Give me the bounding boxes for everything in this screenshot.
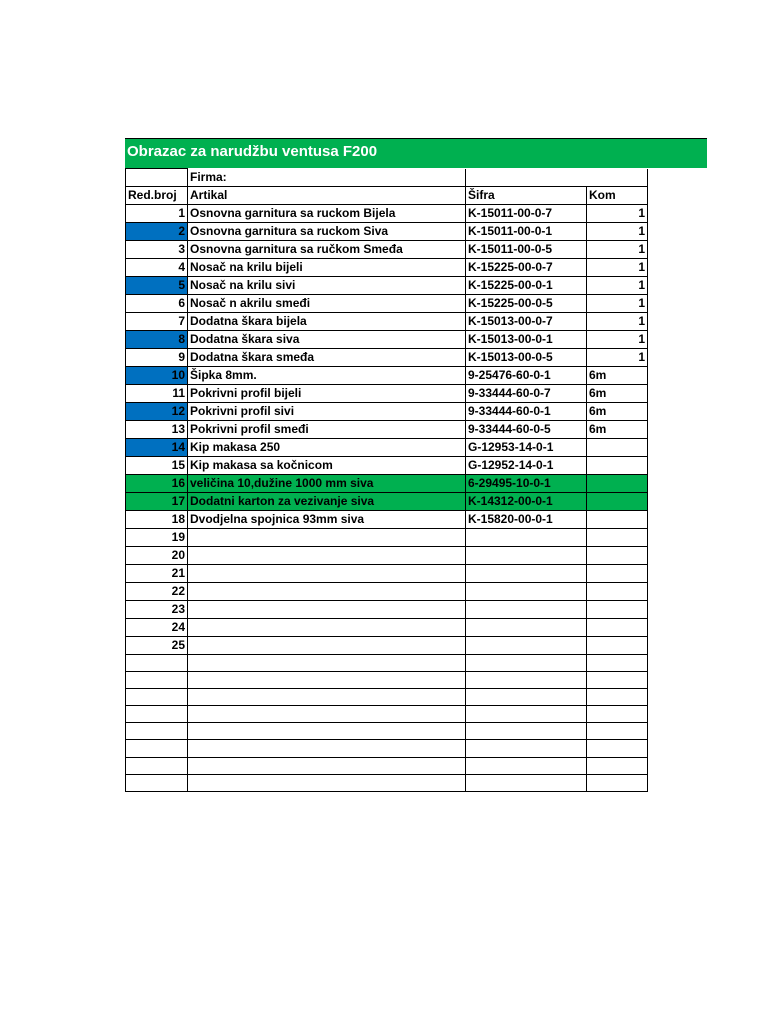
row-sifra[interactable] — [466, 723, 587, 740]
row-kom[interactable] — [587, 582, 648, 600]
table-row — [126, 330, 648, 348]
row-kom[interactable]: 1 — [587, 222, 648, 240]
row-sifra[interactable]: K-15013-00-0-1 — [466, 330, 587, 348]
row-sifra[interactable] — [466, 654, 587, 671]
row-artikal[interactable]: Pokrivni profil sivi — [188, 402, 466, 420]
row-number[interactable]: 17 — [126, 492, 188, 510]
row-number[interactable]: 22 — [126, 582, 188, 600]
row-kom[interactable] — [587, 774, 648, 791]
row-number[interactable]: 16 — [126, 474, 188, 492]
row-artikal[interactable]: Osnovna garnitura sa ruckom Bijela — [188, 204, 466, 222]
table-row — [126, 240, 648, 258]
row-artikal[interactable]: Osnovna garnitura sa ruckom Siva — [188, 222, 466, 240]
document-title: Obrazac za narudžbu ventusa F200 — [127, 143, 378, 160]
row-sifra[interactable]: K-15013-00-0-5 — [466, 348, 587, 366]
table-row — [126, 384, 648, 402]
row-artikal[interactable]: Dodatna škara siva — [188, 330, 466, 348]
row-artikal[interactable]: Nosač na krilu bijeli — [188, 258, 466, 276]
row-sifra[interactable]: 9-33444-60-0-5 — [466, 420, 587, 438]
row-sifra[interactable] — [466, 546, 587, 564]
row-sifra[interactable]: K-15011-00-0-1 — [466, 222, 587, 240]
firma-value-cell[interactable] — [466, 169, 587, 187]
row-kom[interactable] — [587, 564, 648, 582]
table-row — [126, 294, 648, 312]
table-row — [126, 204, 648, 222]
row-kom[interactable] — [587, 671, 648, 688]
table-row — [126, 402, 648, 420]
table-row — [126, 546, 648, 564]
row-artikal[interactable] — [188, 723, 466, 740]
table-row — [126, 706, 648, 723]
row-number[interactable]: 23 — [126, 600, 188, 618]
row-number[interactable]: 4 — [126, 258, 188, 276]
row-number[interactable]: 20 — [126, 546, 188, 564]
row-artikal[interactable] — [188, 546, 466, 564]
row-kom[interactable]: 1 — [587, 204, 648, 222]
row-kom[interactable] — [587, 618, 648, 636]
row-number[interactable]: 1 — [126, 204, 188, 222]
row-sifra[interactable] — [466, 528, 587, 546]
row-sifra[interactable]: G-12953-14-0-1 — [466, 438, 587, 456]
table-row — [126, 348, 648, 366]
row-sifra[interactable] — [466, 618, 587, 636]
row-kom[interactable] — [587, 600, 648, 618]
row-kom[interactable] — [587, 688, 648, 705]
row-kom[interactable]: 1 — [587, 312, 648, 330]
row-artikal[interactable]: Dodatna škara smeđa — [188, 348, 466, 366]
row-number[interactable]: 9 — [126, 348, 188, 366]
row-sifra[interactable]: K-15225-00-0-7 — [466, 258, 587, 276]
row-number[interactable]: 25 — [126, 636, 188, 654]
row-artikal[interactable] — [188, 564, 466, 582]
row-kom[interactable]: 6m — [587, 402, 648, 420]
header-artikal: Artikal — [188, 186, 466, 204]
row-number[interactable]: 2 — [126, 222, 188, 240]
header-sifra: Šifra — [466, 186, 587, 204]
row-kom[interactable] — [587, 528, 648, 546]
row-artikal[interactable] — [188, 671, 466, 688]
row-sifra[interactable]: K-15820-00-0-1 — [466, 510, 587, 528]
table-row — [126, 492, 648, 510]
row-kom[interactable]: 1 — [587, 240, 648, 258]
table-row — [126, 600, 648, 618]
table-row — [126, 312, 648, 330]
row-kom[interactable]: 6m — [587, 366, 648, 384]
header-kom: Kom — [587, 186, 648, 204]
row-kom[interactable] — [587, 438, 648, 456]
row-artikal[interactable] — [188, 774, 466, 791]
row-sifra[interactable] — [466, 600, 587, 618]
table-row — [126, 618, 648, 636]
table-row — [126, 654, 648, 671]
row-kom[interactable] — [587, 456, 648, 474]
table-row — [126, 276, 648, 294]
row-sifra[interactable] — [466, 636, 587, 654]
header-redbroj: Red.broj — [126, 186, 188, 204]
table-row — [126, 258, 648, 276]
row-kom[interactable] — [587, 510, 648, 528]
row-number[interactable]: 11 — [126, 384, 188, 402]
row-sifra[interactable] — [466, 688, 587, 705]
row-artikal[interactable] — [188, 528, 466, 546]
row-number[interactable]: 3 — [126, 240, 188, 258]
row-number[interactable] — [126, 757, 188, 774]
table-row — [126, 510, 648, 528]
row-sifra[interactable] — [466, 774, 587, 791]
table-row — [126, 528, 648, 546]
row-number[interactable]: 21 — [126, 564, 188, 582]
row-number[interactable]: 8 — [126, 330, 188, 348]
row-kom[interactable] — [587, 740, 648, 757]
row-artikal[interactable] — [188, 757, 466, 774]
row-artikal[interactable]: Dvodjelna spojnica 93mm siva — [188, 510, 466, 528]
row-artikal[interactable] — [188, 740, 466, 757]
order-form-table — [125, 168, 648, 792]
row-artikal[interactable] — [188, 654, 466, 671]
row-artikal[interactable]: Nosač n akrilu smeđi — [188, 294, 466, 312]
firma-row — [126, 169, 648, 187]
table-row — [126, 636, 648, 654]
row-number[interactable]: 15 — [126, 456, 188, 474]
row-artikal[interactable]: Kip makasa 250 — [188, 438, 466, 456]
row-artikal[interactable]: Šipka 8mm. — [188, 366, 466, 384]
row-number[interactable]: 24 — [126, 618, 188, 636]
row-number[interactable] — [126, 723, 188, 740]
row-sifra[interactable]: K-15011-00-0-5 — [466, 240, 587, 258]
row-number[interactable]: 12 — [126, 402, 188, 420]
table-row — [126, 420, 648, 438]
row-sifra[interactable] — [466, 564, 587, 582]
row-kom[interactable]: 1 — [587, 330, 648, 348]
row-number[interactable]: 19 — [126, 528, 188, 546]
row-kom[interactable] — [587, 723, 648, 740]
table-row — [126, 688, 648, 705]
row-sifra[interactable] — [466, 706, 587, 723]
table-row — [126, 582, 648, 600]
row-kom[interactable] — [587, 546, 648, 564]
row-sifra[interactable] — [466, 740, 587, 757]
row-artikal[interactable]: Osnovna garnitura sa ručkom Smeđa — [188, 240, 466, 258]
row-kom[interactable]: 6m — [587, 384, 648, 402]
row-number[interactable] — [126, 740, 188, 757]
row-sifra[interactable]: K-15011-00-0-7 — [466, 204, 587, 222]
row-kom[interactable] — [587, 757, 648, 774]
row-number[interactable] — [126, 671, 188, 688]
row-sifra[interactable]: 6-29495-10-0-1 — [466, 474, 587, 492]
table-row — [126, 438, 648, 456]
row-number[interactable]: 13 — [126, 420, 188, 438]
row-artikal[interactable]: Pokrivni profil smeđi — [188, 420, 466, 438]
row-number[interactable]: 6 — [126, 294, 188, 312]
firma-label[interactable]: Firma: — [188, 169, 466, 187]
row-artikal[interactable]: Dodatna škara bijela — [188, 312, 466, 330]
row-artikal[interactable] — [188, 688, 466, 705]
row-artikal[interactable]: veličina 10,dužine 1000 mm siva — [188, 474, 466, 492]
row-artikal[interactable]: Dodatni karton za vezivanje siva — [188, 492, 466, 510]
firma-blank-cell — [126, 169, 188, 187]
header-row — [126, 186, 648, 204]
row-sifra[interactable]: 9-33444-60-0-1 — [466, 402, 587, 420]
row-number[interactable]: 7 — [126, 312, 188, 330]
row-kom[interactable] — [587, 636, 648, 654]
table-row — [126, 564, 648, 582]
table-row — [126, 366, 648, 384]
row-artikal[interactable] — [188, 618, 466, 636]
table-row — [126, 222, 648, 240]
row-number[interactable] — [126, 774, 188, 791]
row-number[interactable] — [126, 706, 188, 723]
row-artikal[interactable] — [188, 582, 466, 600]
row-artikal[interactable] — [188, 706, 466, 723]
row-kom[interactable] — [587, 706, 648, 723]
row-artikal[interactable]: Kip makasa sa kočnicom — [188, 456, 466, 474]
row-sifra[interactable]: 9-25476-60-0-1 — [466, 366, 587, 384]
row-number[interactable]: 5 — [126, 276, 188, 294]
table-row — [126, 774, 648, 791]
row-sifra[interactable]: K-15013-00-0-7 — [466, 312, 587, 330]
table-row — [126, 474, 648, 492]
row-artikal[interactable]: Pokrivni profil bijeli — [188, 384, 466, 402]
table-row — [126, 456, 648, 474]
row-kom[interactable]: 1 — [587, 276, 648, 294]
title-bar — [125, 138, 707, 168]
row-sifra[interactable] — [466, 671, 587, 688]
row-sifra[interactable]: K-15225-00-0-5 — [466, 294, 587, 312]
row-sifra[interactable]: K-15225-00-0-1 — [466, 276, 587, 294]
row-number[interactable]: 10 — [126, 366, 188, 384]
row-kom[interactable]: 1 — [587, 348, 648, 366]
row-sifra[interactable]: G-12952-14-0-1 — [466, 456, 587, 474]
row-kom[interactable] — [587, 474, 648, 492]
table-row — [126, 740, 648, 757]
row-number[interactable] — [126, 654, 188, 671]
firma-value-cell-2[interactable] — [587, 169, 648, 187]
table-row — [126, 723, 648, 740]
row-number[interactable] — [126, 688, 188, 705]
table-row — [126, 757, 648, 774]
row-number[interactable]: 18 — [126, 510, 188, 528]
row-number[interactable]: 14 — [126, 438, 188, 456]
row-kom[interactable] — [587, 492, 648, 510]
row-kom[interactable]: 6m — [587, 420, 648, 438]
row-artikal[interactable] — [188, 636, 466, 654]
row-sifra[interactable]: K-14312-00-0-1 — [466, 492, 587, 510]
table-row — [126, 671, 648, 688]
row-sifra[interactable] — [466, 757, 587, 774]
row-sifra[interactable]: 9-33444-60-0-7 — [466, 384, 587, 402]
row-artikal[interactable]: Nosač na krilu sivi — [188, 276, 466, 294]
row-kom[interactable] — [587, 654, 648, 671]
row-sifra[interactable] — [466, 582, 587, 600]
row-kom[interactable]: 1 — [587, 258, 648, 276]
row-kom[interactable]: 1 — [587, 294, 648, 312]
row-artikal[interactable] — [188, 600, 466, 618]
